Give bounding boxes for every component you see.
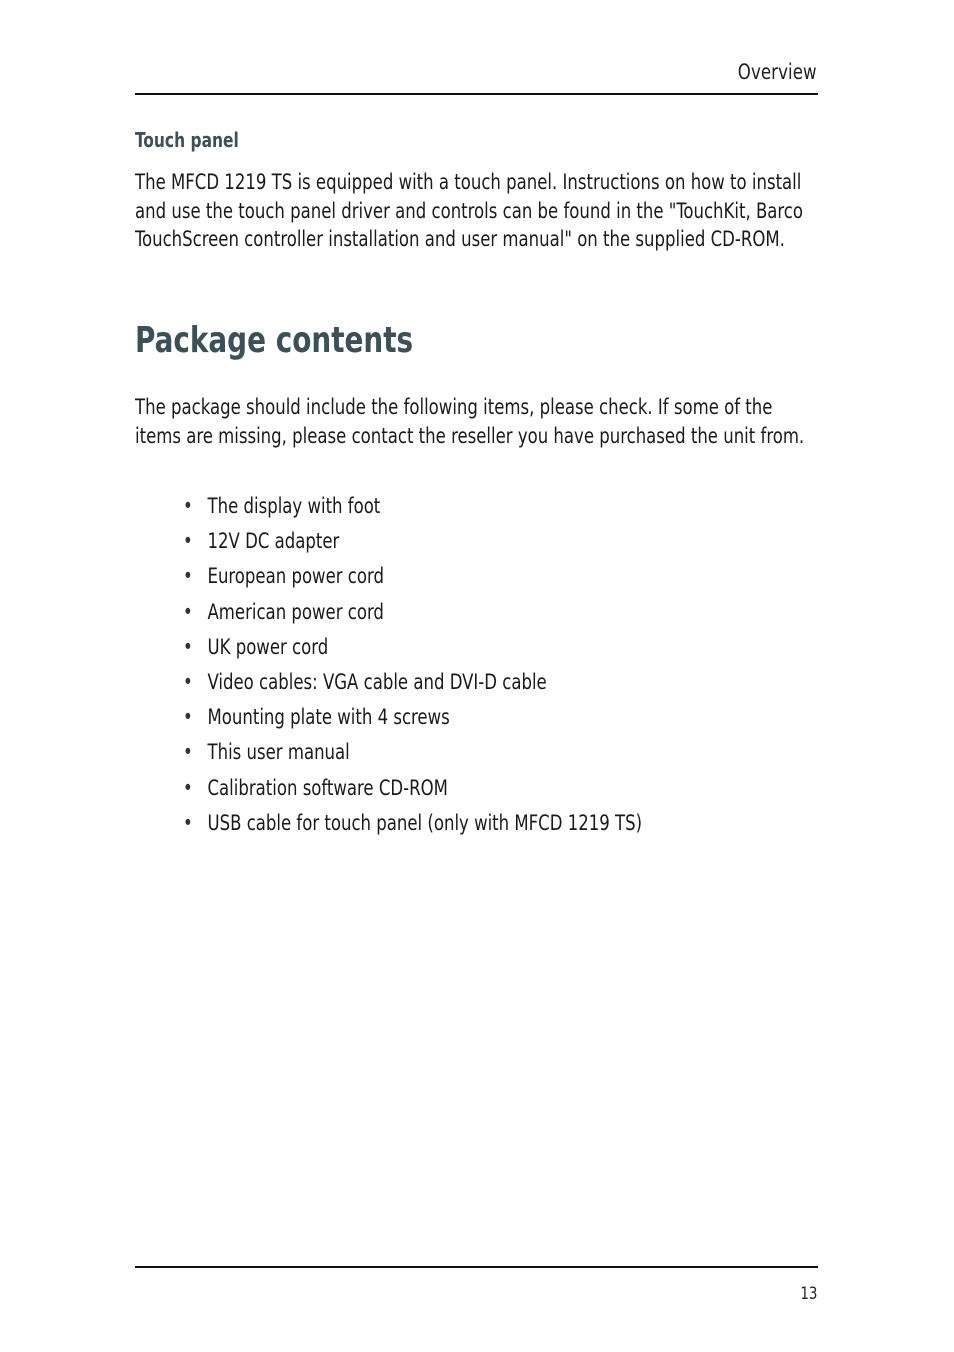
bullet-icon: • xyxy=(183,669,193,694)
bullet-icon: • xyxy=(183,740,193,765)
list-item xyxy=(183,562,642,597)
footer-rule xyxy=(135,1266,818,1268)
touch-panel-heading: Touch panel xyxy=(135,128,239,152)
list-item xyxy=(183,809,642,844)
bullet-icon: • xyxy=(183,705,193,730)
list-item xyxy=(183,703,642,738)
running-header-title: Overview xyxy=(738,60,817,84)
list-item xyxy=(183,668,642,703)
list-item-text: Mounting plate with 4 screws xyxy=(207,705,450,730)
bullet-icon: • xyxy=(183,529,193,554)
list-item xyxy=(183,527,642,562)
package-contents-heading: Package contents xyxy=(135,320,414,361)
bullet-icon: • xyxy=(183,494,193,518)
list-item-text: This user manual xyxy=(207,740,350,765)
bullet-icon: • xyxy=(183,634,193,659)
bullet-icon: • xyxy=(183,810,193,835)
list-item xyxy=(183,774,642,809)
list-item-text: American power cord xyxy=(207,599,384,624)
touch-panel-paragraph: The MFCD 1219 TS is equipped with a touch panel. Instructions on how to install and use the touch panel driver and controls can be found in the "TouchKit, Barco TouchScreen controller installation and user manual" on the supplied CD-ROM. xyxy=(135,170,804,251)
package-contents-intro: The package should include the following items, please check. If some of the items are missing, please contact the reseller you have purchased the unit from. xyxy=(135,395,805,448)
list-item xyxy=(183,492,642,527)
list-item xyxy=(183,598,642,633)
list-item xyxy=(183,633,642,668)
list-item-text: The display with foot xyxy=(207,494,381,518)
package-items-list xyxy=(183,492,708,844)
header-rule xyxy=(135,93,818,95)
bullet-icon: • xyxy=(183,599,193,624)
list-item-text: 12V DC adapter xyxy=(207,529,340,554)
list-item-text: Video cables: VGA cable and DVI-D cable xyxy=(207,669,547,694)
bullet-icon: • xyxy=(183,564,193,589)
bullet-icon: • xyxy=(183,775,193,800)
list-item xyxy=(183,738,642,773)
list-item-text: European power cord xyxy=(207,564,384,589)
list-item-text: Calibration software CD-ROM xyxy=(207,775,448,800)
list-item-text: USB cable for touch panel (only with MFCD 1219 TS) xyxy=(207,810,643,835)
list-item-text: UK power cord xyxy=(207,634,329,659)
page-number: 13 xyxy=(799,1284,817,1304)
